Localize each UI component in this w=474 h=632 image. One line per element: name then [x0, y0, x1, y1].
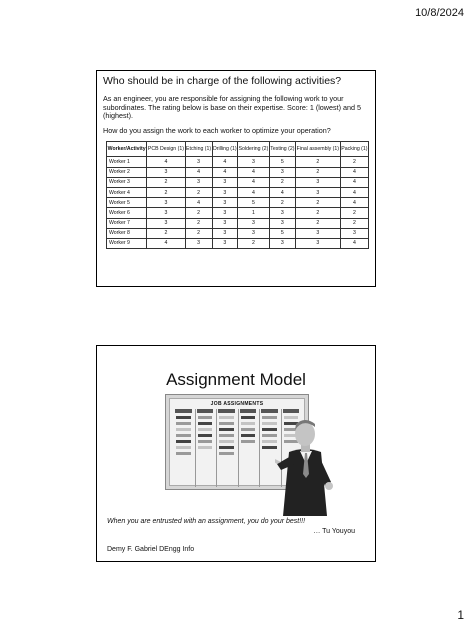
- rating-cell: 4: [147, 157, 185, 167]
- rating-cell: 3: [269, 208, 295, 218]
- rating-cell: 5: [269, 157, 295, 167]
- businessman-pointing-image: [275, 412, 341, 516]
- table-row: [107, 198, 369, 208]
- rating-cell: 5: [269, 228, 295, 238]
- rating-cell: 2: [185, 187, 212, 197]
- worker-name-cell: Worker 5: [107, 198, 147, 208]
- rating-cell: 2: [185, 228, 212, 238]
- rating-cell: 5: [238, 198, 270, 208]
- rating-cell: 3: [295, 228, 340, 238]
- rating-cell: 2: [147, 187, 185, 197]
- table-header-cell: Final assembly (1): [295, 142, 340, 157]
- rating-cell: 2: [295, 198, 340, 208]
- rating-cell: 2: [269, 177, 295, 187]
- slide-assignment-question: [96, 70, 376, 287]
- rating-cell: 2: [269, 198, 295, 208]
- rating-cell: 3: [147, 167, 185, 177]
- rating-cell: 4: [185, 167, 212, 177]
- table-row: [107, 228, 369, 238]
- slide-title: Who should be in charge of the following activities?: [103, 75, 342, 87]
- rating-cell: 3: [238, 228, 270, 238]
- rating-cell: 4: [185, 198, 212, 208]
- rating-cell: 3: [269, 218, 295, 228]
- rating-cell: 3: [185, 177, 212, 187]
- worker-name-cell: Worker 2: [107, 167, 147, 177]
- table-header-cell: PCB Design (1): [147, 142, 185, 157]
- rating-cell: 4: [212, 157, 237, 167]
- table-row: [107, 208, 369, 218]
- rating-cell: 3: [212, 238, 237, 248]
- rating-cell: 3: [238, 157, 270, 167]
- worker-name-cell: Worker 7: [107, 218, 147, 228]
- rating-cell: 3: [212, 208, 237, 218]
- rating-cell: 3: [212, 228, 237, 238]
- problem-description: As an engineer, you are responsible for assigning the following work to your subordinates. The rating below is base on their expertise. Score: 1 (lowest) and 5 (highest).: [103, 94, 361, 121]
- rating-cell: 4: [269, 187, 295, 197]
- worker-name-cell: Worker 3: [107, 177, 147, 187]
- worker-name-cell: Worker 1: [107, 157, 147, 167]
- worker-name-cell: Worker 9: [107, 238, 147, 248]
- rating-cell: 3: [295, 238, 340, 248]
- quote-author: … Tu Youyou: [313, 528, 355, 535]
- problem-question: How do you assign the work to each worker to optimize your operation?: [103, 125, 331, 135]
- rating-cell: 2: [295, 208, 340, 218]
- rating-cell: 3: [269, 167, 295, 177]
- rating-cell: 3: [295, 177, 340, 187]
- table-header-cell: Testing (2): [269, 142, 295, 157]
- rating-cell: 4: [238, 187, 270, 197]
- rating-cell: 2: [147, 177, 185, 187]
- rating-cell: 3: [295, 187, 340, 197]
- rating-cell: 2: [340, 208, 368, 218]
- rating-cell: 2: [340, 157, 368, 167]
- rating-cell: 3: [212, 187, 237, 197]
- page-number: 1: [457, 608, 464, 622]
- print-date: 10/8/2024: [415, 7, 464, 19]
- rating-cell: 4: [340, 238, 368, 248]
- rating-cell: 3: [185, 238, 212, 248]
- rating-cell: 3: [212, 177, 237, 187]
- rating-cell: 3: [212, 218, 237, 228]
- slide-footer: Demy F. Gabriel DEngg Info: [107, 546, 195, 553]
- rating-cell: 2: [238, 238, 270, 248]
- table-row: [107, 218, 369, 228]
- table-row: [107, 177, 369, 187]
- worker-name-cell: Worker 8: [107, 228, 147, 238]
- table-row: [107, 238, 369, 248]
- rating-cell: 3: [340, 228, 368, 238]
- table-row: [107, 187, 369, 197]
- rating-cell: 2: [185, 208, 212, 218]
- rating-cell: 2: [340, 218, 368, 228]
- table-header-cell: Worker/Activity: [107, 142, 147, 157]
- quote-text: When you are entrusted with an assignment, you do your best!!!: [107, 518, 306, 525]
- rating-cell: 4: [238, 177, 270, 187]
- rating-cell: 1: [238, 208, 270, 218]
- rating-cell: 3: [185, 157, 212, 167]
- rating-cell: 2: [185, 218, 212, 228]
- rating-cell: 2: [295, 167, 340, 177]
- worker-name-cell: Worker 4: [107, 187, 147, 197]
- rating-cell: 2: [147, 228, 185, 238]
- rating-cell: 3: [269, 238, 295, 248]
- rating-cell: 3: [147, 218, 185, 228]
- table-row: [107, 167, 369, 177]
- rating-cell: 4: [340, 198, 368, 208]
- rating-cell: 4: [238, 167, 270, 177]
- table-header-cell: Packing (1): [340, 142, 368, 157]
- table-header-row: [107, 142, 369, 157]
- rating-cell: 4: [340, 187, 368, 197]
- slide-assignment-model: [96, 345, 376, 562]
- rating-cell: 4: [212, 167, 237, 177]
- table-header-cell: Etching (1): [185, 142, 212, 157]
- rating-cell: 3: [212, 198, 237, 208]
- rating-cell: 3: [147, 198, 185, 208]
- rating-cell: 4: [340, 177, 368, 187]
- rating-cell: 2: [295, 157, 340, 167]
- table-row: [107, 157, 369, 167]
- board-title: JOB ASSIGNMENTS: [210, 401, 264, 407]
- worker-name-cell: Worker 6: [107, 208, 147, 218]
- rating-cell: 3: [238, 218, 270, 228]
- rating-cell: 4: [340, 167, 368, 177]
- rating-cell: 3: [147, 208, 185, 218]
- worker-rating-table: [106, 141, 369, 249]
- table-header-cell: Soldering (2): [238, 142, 270, 157]
- rating-cell: 2: [295, 218, 340, 228]
- table-header-cell: Drilling (1): [212, 142, 237, 157]
- slide-title: Assignment Model: [166, 370, 306, 389]
- rating-cell: 4: [147, 238, 185, 248]
